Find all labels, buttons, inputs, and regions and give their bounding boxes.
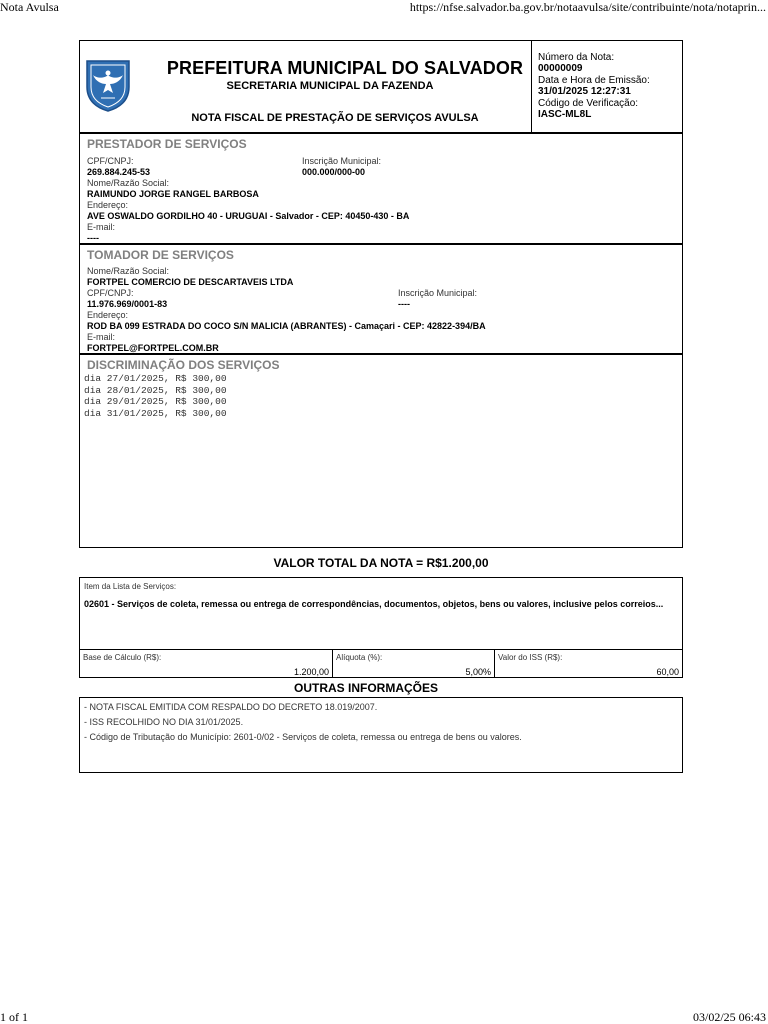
- service-line: dia 31/01/2025, R$ 300,00: [84, 407, 227, 419]
- other-info-line: - ISS RECOLHIDO NO DIA 31/01/2025.: [84, 717, 244, 727]
- print-timestamp: 03/02/25 06:43: [692, 1010, 766, 1024]
- tax-rate-cell: [332, 650, 494, 678]
- tax-iss-cell: [494, 650, 682, 678]
- invoice-number: 00000009: [538, 63, 583, 74]
- print-url: https://nfse.salvador.ba.gov.br/notaavulsa/site/contribuinte/nota/notaprin...: [409, 0, 766, 14]
- other-info-title: OUTRAS INFORMAÇÕES: [294, 681, 438, 695]
- service-line: dia 29/01/2025, R$ 300,00: [84, 396, 227, 407]
- customer-email-label: E-mail:: [87, 332, 116, 342]
- customer-cpf-label: CPF/CNPJ:: [87, 288, 134, 298]
- provider-im: 000.000/000-00: [302, 167, 366, 177]
- services-description-lines: [84, 373, 227, 419]
- service-line: dia 28/01/2025, R$ 300,00: [84, 384, 227, 396]
- provider-name-label: Nome/Razão Social:: [87, 178, 170, 188]
- other-info-line: - Código de Tributação do Município: 2601-0/02 - Serviços de coleta, remessa ou entrega de bens ou valores.: [84, 732, 522, 742]
- provider-address: AVE OSWALDO GORDILHO 40 - URUGUAI - Salvador - CEP: 40450-430 - BA: [87, 211, 410, 221]
- org-subtitle: SECRETARIA MUNICIPAL DA FAZENDA: [226, 80, 434, 92]
- org-title: PREFEITURA MUNICIPAL DO SALVADOR: [166, 58, 524, 78]
- services-description-title: DISCRIMINAÇÃO DOS SERVIÇOS: [87, 358, 280, 372]
- service-item-value: 02601 - Serviços de coleta, remessa ou entrega de correspondências, documentos, objetos, bens ou valores, inclusive pelos correios...: [84, 599, 664, 609]
- provider-address-label: Endereço:: [87, 200, 129, 210]
- provider-email-label: E-mail:: [87, 222, 116, 232]
- customer-im: ----: [398, 299, 410, 309]
- customer-email: FORTPEL@FORTPEL.COM.BR: [87, 343, 219, 353]
- tax-rate-label: Alíquota (%):: [336, 653, 383, 662]
- customer-section-title: TOMADOR DE SERVIÇOS: [87, 248, 234, 262]
- tax-base-value: 1.200,00: [293, 667, 329, 677]
- customer-section: [79, 244, 683, 354]
- services-description-section: [79, 354, 683, 548]
- other-info-section: [79, 697, 683, 773]
- issue-date-label: Data e Hora de Emissão:: [538, 75, 650, 86]
- service-item-section: [79, 577, 683, 678]
- provider-cpf-label: CPF/CNPJ:: [87, 156, 134, 166]
- provider-section: [79, 133, 683, 244]
- document-title: NOTA FISCAL DE PRESTAÇÃO DE SERVIÇOS AVULSA: [191, 112, 479, 124]
- invoice-header: [79, 40, 683, 133]
- provider-name: RAIMUNDO JORGE RANGEL BARBOSA: [87, 189, 259, 199]
- provider-cpf: 269.884.245-53: [87, 167, 151, 177]
- salvador-coat-of-arms-icon: [83, 57, 133, 113]
- issue-date: 31/01/2025 12:27:31: [538, 86, 631, 97]
- verification-code-label: Código de Verificação:: [538, 98, 639, 109]
- other-info-line: - NOTA FISCAL EMITIDA COM RESPALDO DO DECRETO 18.019/2007.: [84, 702, 378, 712]
- provider-email: ----: [87, 233, 99, 243]
- invoice-meta: [531, 41, 683, 132]
- customer-address: ROD BA 099 ESTRADA DO COCO S/N MALICIA (ABRANTES) - Camaçari - CEP: 42822-394/BA: [87, 321, 486, 331]
- tax-iss-value: 60,00: [656, 667, 679, 677]
- tax-iss-label: Valor do ISS (R$):: [498, 653, 563, 662]
- provider-im-label: Inscrição Municipal:: [302, 156, 382, 166]
- provider-section-title: PRESTADOR DE SERVIÇOS: [87, 137, 247, 151]
- tax-base-cell: [80, 650, 332, 678]
- tax-rate-value: 5,00%: [465, 667, 491, 677]
- customer-name-label: Nome/Razão Social:: [87, 266, 170, 276]
- invoice-total: VALOR TOTAL DA NOTA = R$1.200,00: [273, 556, 489, 570]
- customer-cpf: 11.976.969/0001-83: [87, 299, 168, 309]
- service-item-label: Item da Lista de Serviços:: [84, 582, 177, 591]
- customer-name: FORTPEL COMERCIO DE DESCARTAVEIS LTDA: [87, 277, 294, 287]
- tax-base-label: Base de Cálculo (R$):: [83, 653, 162, 662]
- verification-code: IASC-ML8L: [538, 109, 592, 120]
- print-page-count: 1 of 1: [0, 1010, 28, 1024]
- tax-row: [80, 649, 682, 677]
- service-line: dia 27/01/2025, R$ 300,00: [84, 373, 227, 384]
- print-page-title: Nota Avulsa: [0, 0, 59, 14]
- invoice-number-label: Número da Nota:: [538, 52, 615, 63]
- customer-im-label: Inscrição Municipal:: [398, 288, 478, 298]
- customer-address-label: Endereço:: [87, 310, 129, 320]
